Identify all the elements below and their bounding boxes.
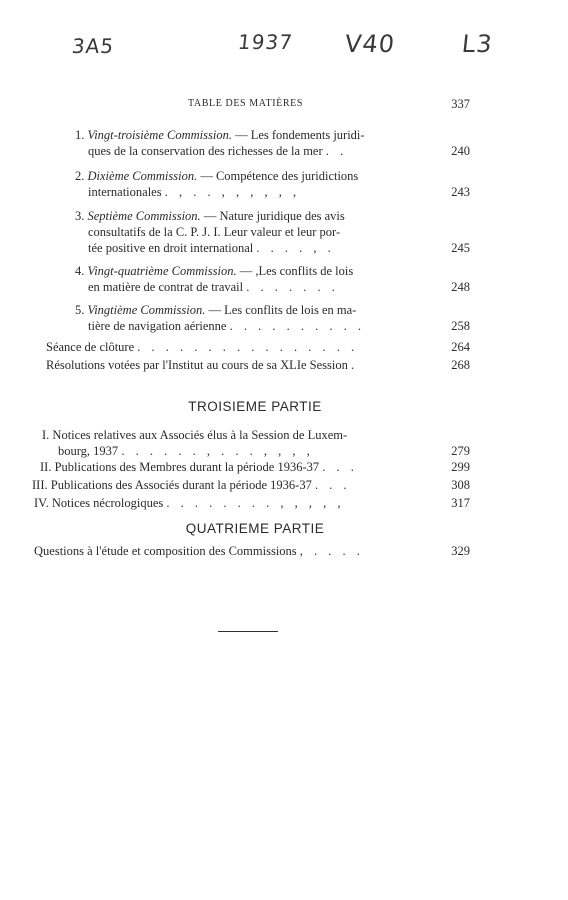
entry-page: 308 <box>451 478 470 492</box>
toc-entry <box>40 127 470 159</box>
end-rule <box>218 631 278 632</box>
toc-entry <box>40 459 470 475</box>
entry-text: tière de navigation aérienne <box>88 319 227 333</box>
entry-number: 1. <box>75 128 85 142</box>
part-heading: TROISIEME PARTIE <box>188 399 322 414</box>
entry-text: tée positive en droit international <box>88 241 254 255</box>
entry-page: 258 <box>451 319 470 333</box>
entry-page: 329 <box>451 544 470 558</box>
entry-text: internationales <box>88 185 162 199</box>
entry-title: Vingt-quatrième Commission. <box>87 264 237 278</box>
toc-entry <box>40 357 470 373</box>
toc-entry <box>34 495 470 511</box>
toc-entry <box>40 427 470 459</box>
entry-text: consultatifs de la C. P. J. I. Leur valeur et leur por- <box>88 225 341 239</box>
handwritten-note: 3A5 <box>70 34 116 58</box>
entry-page: 243 <box>451 185 470 199</box>
entry-page: 245 <box>451 241 470 255</box>
page-number: 337 <box>451 97 470 111</box>
handwritten-volume: V40 <box>343 30 397 58</box>
entry-title: Vingt-troisième Commission. <box>87 128 232 142</box>
running-title: TABLE DES MATIÈRES <box>188 98 303 109</box>
dot-leader: . . . <box>314 478 351 492</box>
handwritten-year: 1937 <box>236 30 295 54</box>
toc-entry <box>40 302 470 334</box>
entry-number: II. <box>40 460 52 474</box>
entry-text: Publications des Associés durant la période 1936-37 <box>50 478 312 492</box>
entry-text: Publications des Membres durant la période 1936-37 <box>54 460 320 474</box>
entry-text: — Nature juridique des avis <box>203 209 345 223</box>
toc-entry <box>40 263 470 295</box>
dot-leader: . . . . . . , . . . , , , , <box>121 444 314 458</box>
entry-text: ques de la conservation des richesses de la mer <box>88 144 323 158</box>
part-heading: QUATRIEME PARTIE <box>185 521 325 536</box>
page-header <box>40 97 470 112</box>
entry-page: 317 <box>451 496 470 510</box>
entry-number: 3. <box>75 209 85 223</box>
entry-text: — Compétence des juridictions <box>200 169 359 183</box>
toc-entry <box>40 339 470 355</box>
entry-number: 5. <box>75 303 85 317</box>
toc-entry <box>34 543 470 559</box>
dot-leader: . . . . . . . . . . <box>229 319 365 333</box>
entry-page: 299 <box>451 460 470 474</box>
entry-page: 264 <box>451 340 470 354</box>
entry-text: Résolutions votées par l'Institut au cours de sa XLIe Session <box>46 358 348 372</box>
toc-entry <box>32 477 470 493</box>
entry-text: bourg, 1937 <box>58 444 119 458</box>
entry-text: Notices relatives aux Associés élus à la Session de Luxem- <box>52 428 348 442</box>
entry-page: 268 <box>451 358 470 372</box>
entry-text: Notices nécrologiques <box>51 496 164 510</box>
handwritten-mark: L3 <box>460 30 495 58</box>
entry-number: 2. <box>75 169 85 183</box>
dot-leader: . . . . . . . <box>246 280 339 294</box>
entry-page: 240 <box>451 144 470 158</box>
entry-text: Séance de clôture <box>46 340 135 354</box>
entry-page: 279 <box>451 444 470 458</box>
entry-title: Septième Commission. <box>87 209 201 223</box>
dot-leader: . . <box>325 144 348 158</box>
dot-leader: . . . <box>322 460 358 474</box>
entry-number: III. <box>32 478 48 492</box>
entry-number: 4. <box>75 264 85 278</box>
entry-number: I. <box>42 428 50 442</box>
entry-text: — ,Les conflits de lois <box>239 264 354 278</box>
entry-text: — Les conflits de lois en ma- <box>208 303 357 317</box>
toc-entry <box>40 208 470 256</box>
entry-text: en matière de contrat de travail <box>88 280 244 294</box>
entry-text: Questions à l'étude et composition des Commissions <box>34 544 297 558</box>
entry-number: IV. <box>34 496 49 510</box>
dot-leader: . . . . . . . . . . . . . . . . <box>137 340 359 354</box>
dot-leader: . . . . . . . . , , , , , <box>166 496 345 510</box>
dot-leader: , . . . . <box>299 544 364 558</box>
entry-title: Vingtième Commission. <box>87 303 206 317</box>
entry-text: — Les fondements juridi- <box>235 128 365 142</box>
entry-title: Dixième Commission. <box>87 169 198 183</box>
dot-leader: . . . . , . <box>256 241 335 255</box>
dot-leader: . <box>350 358 359 372</box>
toc-entry <box>40 168 470 200</box>
dot-leader: . , . . , , , , , , <box>164 185 301 199</box>
entry-page: 248 <box>451 280 470 294</box>
